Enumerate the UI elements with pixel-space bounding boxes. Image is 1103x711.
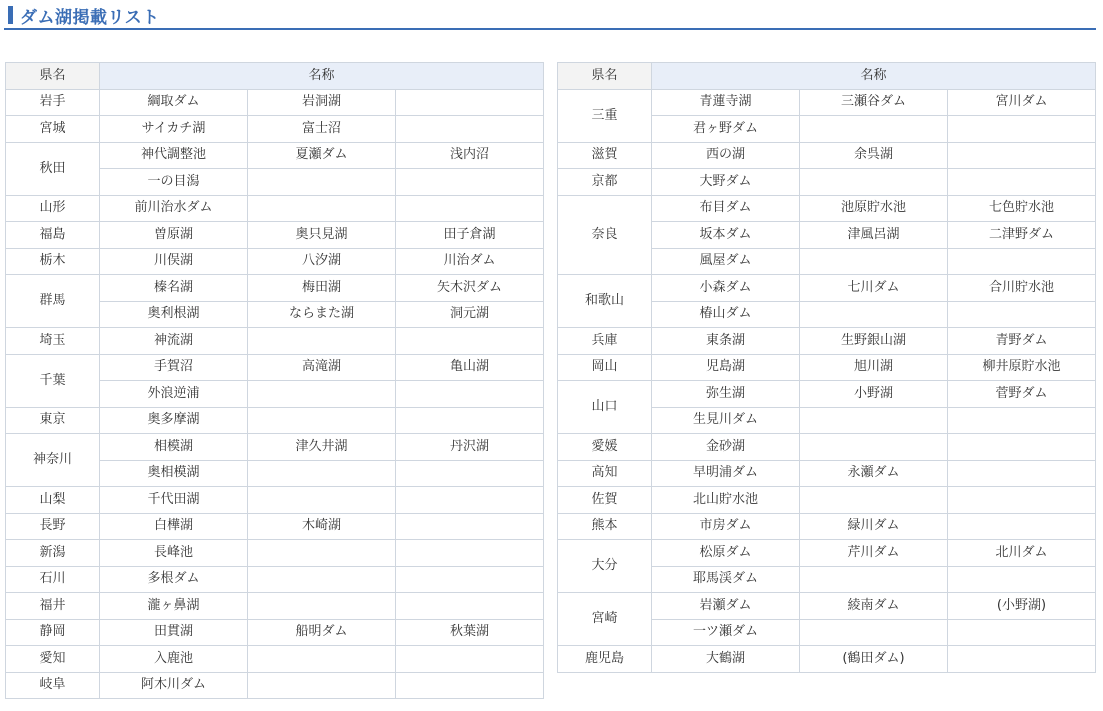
dam-name-cell: 綾南ダム <box>800 593 948 620</box>
dam-name-cell <box>948 487 1096 514</box>
dam-name-cell: 神代調整池 <box>100 142 248 169</box>
dam-name-cell: 船明ダム <box>248 619 396 646</box>
table-row <box>6 619 544 646</box>
dam-name-cell: 手賀沼 <box>100 354 248 381</box>
dam-name-cell: 矢木沢ダム <box>396 275 544 302</box>
dam-name-cell <box>948 248 1096 275</box>
dam-name-cell: 浅内沼 <box>396 142 544 169</box>
dam-name-cell: 田貫湖 <box>100 619 248 646</box>
table-row <box>6 566 544 593</box>
table-row <box>558 540 1096 567</box>
dam-name-cell: 神流湖 <box>100 328 248 355</box>
dam-name-cell: 高滝湖 <box>248 354 396 381</box>
dam-name-cell: 岩洞湖 <box>248 89 396 116</box>
dam-name-cell: 奥利根湖 <box>100 301 248 328</box>
dam-name-cell <box>396 460 544 487</box>
dam-name-cell <box>396 407 544 434</box>
dam-name-cell <box>800 169 948 196</box>
dam-name-cell: 君ヶ野ダム <box>652 116 800 143</box>
table-row <box>6 354 544 381</box>
dam-name-cell <box>248 540 396 567</box>
dam-name-cell <box>248 566 396 593</box>
dam-name-cell <box>396 540 544 567</box>
dam-name-cell: 丹沢湖 <box>396 434 544 461</box>
dam-name-cell: 八汐湖 <box>248 248 396 275</box>
prefecture-cell: 愛媛 <box>558 434 652 461</box>
dam-name-cell: 洞元湖 <box>396 301 544 328</box>
prefecture-cell: 福島 <box>6 222 100 249</box>
prefecture-cell: 熊本 <box>558 513 652 540</box>
title-accent-bar <box>8 6 13 24</box>
name-column-header: 名称 <box>652 63 1096 90</box>
dam-name-cell: 千代田湖 <box>100 487 248 514</box>
page-title: ダム湖掲載リスト <box>20 7 160 28</box>
prefecture-cell: 石川 <box>6 566 100 593</box>
prefecture-cell: 栃木 <box>6 248 100 275</box>
prefecture-cell: 和歌山 <box>558 275 652 328</box>
table-row <box>558 89 1096 116</box>
dam-name-cell: 大野ダム <box>652 169 800 196</box>
dam-name-cell <box>248 195 396 222</box>
dam-name-cell <box>948 116 1096 143</box>
dam-name-cell: 津風呂湖 <box>800 222 948 249</box>
prefecture-cell: 千葉 <box>6 354 100 407</box>
table-row <box>6 195 544 222</box>
dam-name-cell: 長峰池 <box>100 540 248 567</box>
dam-name-cell <box>396 487 544 514</box>
dam-name-cell: 市房ダム <box>652 513 800 540</box>
dam-list-table-left <box>5 62 544 699</box>
header-divider <box>4 28 1096 30</box>
table-row <box>558 354 1096 381</box>
prefecture-cell: 岐阜 <box>6 672 100 699</box>
prefecture-cell: 三重 <box>558 89 652 142</box>
dam-name-cell <box>248 593 396 620</box>
dam-name-cell: 椿山ダム <box>652 301 800 328</box>
dam-name-cell: 風屋ダム <box>652 248 800 275</box>
dam-name-cell <box>948 301 1096 328</box>
table-row <box>6 672 544 699</box>
dam-name-cell <box>396 89 544 116</box>
dam-name-cell: 七色貯水池 <box>948 195 1096 222</box>
dam-name-cell: 生見川ダム <box>652 407 800 434</box>
table-row <box>6 513 544 540</box>
dam-name-cell: 青蓮寺湖 <box>652 89 800 116</box>
table-row <box>6 89 544 116</box>
dam-name-cell: サイカチ湖 <box>100 116 248 143</box>
dam-name-cell: ならまた湖 <box>248 301 396 328</box>
dam-name-cell: 菅野ダム <box>948 381 1096 408</box>
dam-name-cell: 大鶴湖 <box>652 646 800 673</box>
dam-name-cell <box>248 487 396 514</box>
dam-name-cell <box>800 301 948 328</box>
dam-name-cell <box>800 434 948 461</box>
dam-name-cell: 池原貯水池 <box>800 195 948 222</box>
table-row <box>6 328 544 355</box>
dam-name-cell <box>800 116 948 143</box>
dam-name-cell: 岩瀬ダム <box>652 593 800 620</box>
prefecture-cell: 福井 <box>6 593 100 620</box>
dam-name-cell <box>800 407 948 434</box>
table-header-row <box>6 63 544 90</box>
prefecture-cell: 滋賀 <box>558 142 652 169</box>
prefecture-cell: 山口 <box>558 381 652 434</box>
dam-name-cell: 七川ダム <box>800 275 948 302</box>
prefecture-cell: 宮城 <box>6 116 100 143</box>
name-column-header: 名称 <box>100 63 544 90</box>
table-row <box>6 275 544 302</box>
dam-name-cell: 梅田湖 <box>248 275 396 302</box>
dam-name-cell <box>948 169 1096 196</box>
dam-name-cell <box>948 566 1096 593</box>
dam-name-cell: 外浪逆浦 <box>100 381 248 408</box>
dam-name-cell: 榛名湖 <box>100 275 248 302</box>
dam-name-cell <box>248 169 396 196</box>
dam-name-cell <box>948 460 1096 487</box>
dam-name-cell <box>396 195 544 222</box>
dam-name-cell <box>948 619 1096 646</box>
dam-name-cell <box>248 460 396 487</box>
dam-name-cell: 入鹿池 <box>100 646 248 673</box>
dam-name-cell: 小森ダム <box>652 275 800 302</box>
dam-name-cell: 秋葉湖 <box>396 619 544 646</box>
dam-name-cell: 柳井原貯水池 <box>948 354 1096 381</box>
prefecture-cell: 愛知 <box>6 646 100 673</box>
dam-name-cell <box>396 328 544 355</box>
table-row <box>6 116 544 143</box>
table-row <box>558 487 1096 514</box>
dam-name-cell <box>248 328 396 355</box>
dam-name-cell: 東条湖 <box>652 328 800 355</box>
prefecture-cell: 兵庫 <box>558 328 652 355</box>
dam-name-cell: 生野銀山湖 <box>800 328 948 355</box>
dam-name-cell <box>800 487 948 514</box>
dam-name-cell <box>248 381 396 408</box>
dam-name-cell: 芹川ダム <box>800 540 948 567</box>
dam-name-cell: 綱取ダム <box>100 89 248 116</box>
dam-name-cell: 一ツ瀬ダム <box>652 619 800 646</box>
dam-name-cell: 宮川ダム <box>948 89 1096 116</box>
dam-name-cell: (鶴田ダム) <box>800 646 948 673</box>
dam-name-cell <box>248 646 396 673</box>
dam-name-cell: 阿木川ダム <box>100 672 248 699</box>
dam-name-cell: 二津野ダム <box>948 222 1096 249</box>
prefecture-cell: 山梨 <box>6 487 100 514</box>
dam-name-cell: 青野ダム <box>948 328 1096 355</box>
dam-name-cell: 金砂湖 <box>652 434 800 461</box>
dam-name-cell: 布目ダム <box>652 195 800 222</box>
prefecture-cell: 岡山 <box>558 354 652 381</box>
prefecture-cell: 群馬 <box>6 275 100 328</box>
table-row <box>6 222 544 249</box>
table-row <box>558 593 1096 620</box>
table-row <box>558 169 1096 196</box>
dam-name-cell <box>396 646 544 673</box>
table-row <box>558 513 1096 540</box>
dam-name-cell: 奥多摩湖 <box>100 407 248 434</box>
dam-name-cell: 川治ダム <box>396 248 544 275</box>
prefecture-cell: 鹿児島 <box>558 646 652 673</box>
dam-name-cell: 瀧ヶ鼻湖 <box>100 593 248 620</box>
dam-name-cell: 木崎湖 <box>248 513 396 540</box>
dam-name-cell <box>396 513 544 540</box>
table-row <box>6 487 544 514</box>
dam-name-cell: 田子倉湖 <box>396 222 544 249</box>
prefecture-cell: 静岡 <box>6 619 100 646</box>
prefecture-cell: 長野 <box>6 513 100 540</box>
dam-name-cell <box>396 116 544 143</box>
prefecture-cell: 山形 <box>6 195 100 222</box>
table-row <box>6 407 544 434</box>
dam-name-cell: 坂本ダム <box>652 222 800 249</box>
dam-name-cell: 北川ダム <box>948 540 1096 567</box>
prefecture-cell: 神奈川 <box>6 434 100 487</box>
dam-name-cell <box>396 672 544 699</box>
dam-name-cell <box>800 619 948 646</box>
table-row <box>558 434 1096 461</box>
table-row <box>6 593 544 620</box>
prefecture-cell: 奈良 <box>558 195 652 275</box>
prefecture-cell: 大分 <box>558 540 652 593</box>
dam-name-cell <box>948 434 1096 461</box>
table-row <box>6 646 544 673</box>
dam-name-cell: 早明浦ダム <box>652 460 800 487</box>
dam-name-cell <box>396 169 544 196</box>
dam-name-cell: 一の目潟 <box>100 169 248 196</box>
table-row <box>6 142 544 169</box>
prefecture-cell: 秋田 <box>6 142 100 195</box>
prefecture-cell: 東京 <box>6 407 100 434</box>
dam-name-cell <box>248 672 396 699</box>
dam-name-cell: (小野湖) <box>948 593 1096 620</box>
dam-name-cell: 前川治水ダム <box>100 195 248 222</box>
prefecture-cell: 埼玉 <box>6 328 100 355</box>
dam-name-cell: 奥只見湖 <box>248 222 396 249</box>
prefecture-cell: 新潟 <box>6 540 100 567</box>
dam-name-cell <box>396 593 544 620</box>
prefecture-cell: 岩手 <box>6 89 100 116</box>
table-row <box>6 248 544 275</box>
dam-name-cell <box>800 248 948 275</box>
dam-name-cell: 永瀬ダム <box>800 460 948 487</box>
dam-name-cell <box>396 381 544 408</box>
table-row <box>6 434 544 461</box>
dam-name-cell: 合川貯水池 <box>948 275 1096 302</box>
dam-name-cell: 亀山湖 <box>396 354 544 381</box>
dam-name-cell: 北山貯水池 <box>652 487 800 514</box>
dam-name-cell: 富士沼 <box>248 116 396 143</box>
table-row <box>558 460 1096 487</box>
dam-name-cell: 津久井湖 <box>248 434 396 461</box>
dam-name-cell: 夏瀬ダム <box>248 142 396 169</box>
dam-name-cell <box>948 407 1096 434</box>
dam-name-cell: 旭川湖 <box>800 354 948 381</box>
table-row <box>558 142 1096 169</box>
prefecture-column-header: 県名 <box>6 63 100 90</box>
dam-name-cell: 西の湖 <box>652 142 800 169</box>
dam-name-cell: 松原ダム <box>652 540 800 567</box>
dam-name-cell: 小野湖 <box>800 381 948 408</box>
dam-name-cell: 余呉湖 <box>800 142 948 169</box>
dam-name-cell <box>800 566 948 593</box>
prefecture-column-header: 県名 <box>558 63 652 90</box>
dam-list-table-right <box>557 62 1096 673</box>
dam-name-cell: 三瀬谷ダム <box>800 89 948 116</box>
prefecture-cell: 佐賀 <box>558 487 652 514</box>
table-row <box>558 275 1096 302</box>
table-row <box>558 328 1096 355</box>
page-header <box>8 2 160 28</box>
dam-name-cell: 多根ダム <box>100 566 248 593</box>
dam-name-cell <box>396 566 544 593</box>
dam-name-cell <box>948 513 1096 540</box>
dam-name-cell <box>948 142 1096 169</box>
dam-name-cell <box>248 407 396 434</box>
dam-name-cell: 奥相模湖 <box>100 460 248 487</box>
prefecture-cell: 高知 <box>558 460 652 487</box>
table-row <box>558 195 1096 222</box>
dam-name-cell: 白樺湖 <box>100 513 248 540</box>
dam-name-cell <box>948 646 1096 673</box>
table-row <box>558 381 1096 408</box>
table-row <box>558 646 1096 673</box>
dam-name-cell: 曽原湖 <box>100 222 248 249</box>
dam-name-cell: 緑川ダム <box>800 513 948 540</box>
dam-name-cell: 耶馬渓ダム <box>652 566 800 593</box>
table-row <box>6 540 544 567</box>
prefecture-cell: 京都 <box>558 169 652 196</box>
prefecture-cell: 宮崎 <box>558 593 652 646</box>
table-header-row <box>558 63 1096 90</box>
dam-name-cell: 児島湖 <box>652 354 800 381</box>
dam-name-cell: 弥生湖 <box>652 381 800 408</box>
dam-name-cell: 川俣湖 <box>100 248 248 275</box>
dam-name-cell: 相模湖 <box>100 434 248 461</box>
